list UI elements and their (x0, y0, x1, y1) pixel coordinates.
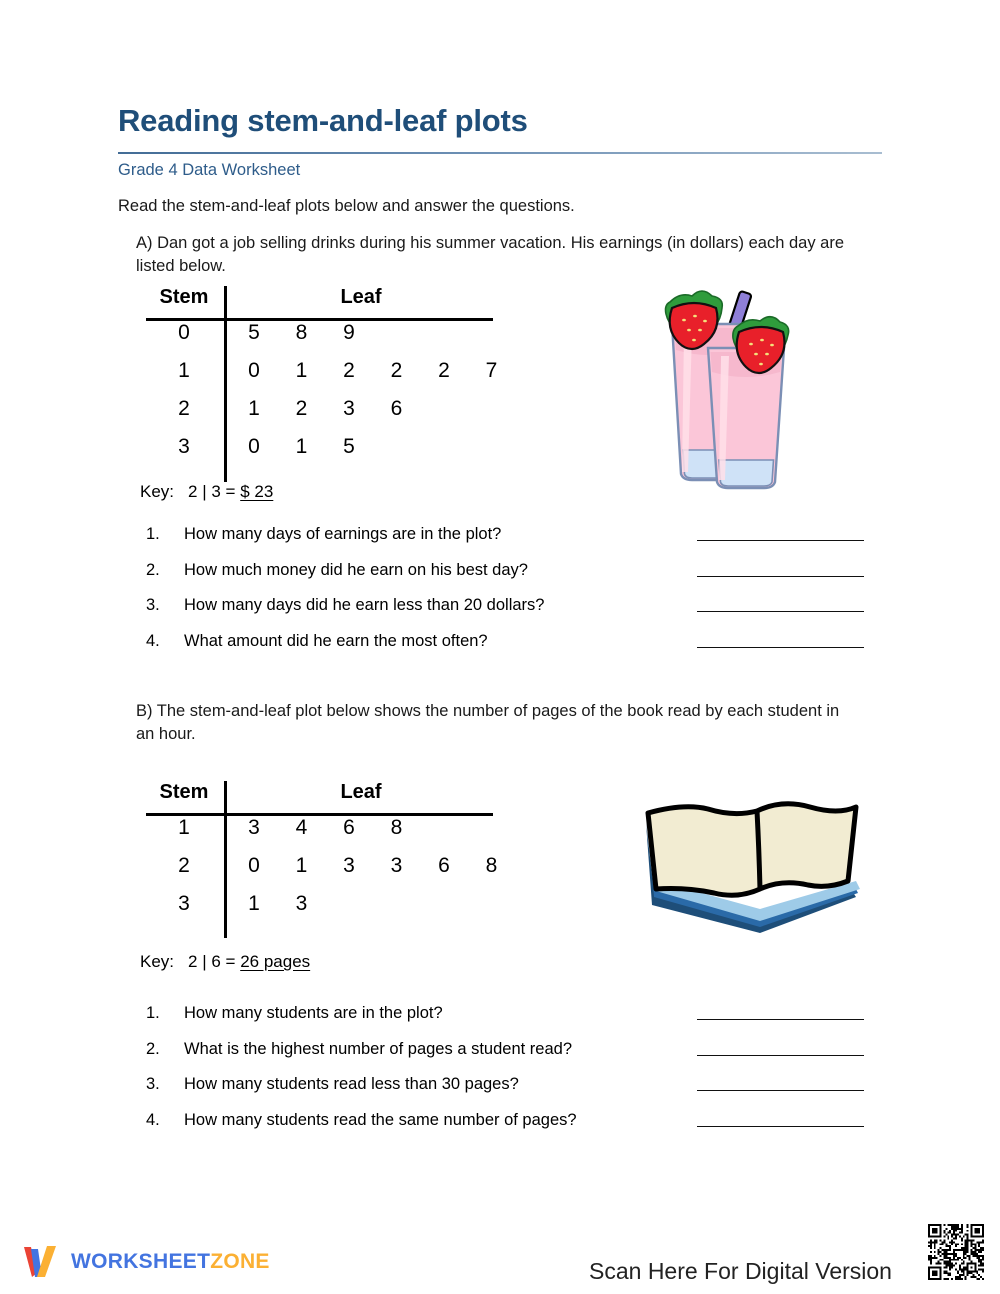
leaf-value: 7 (485, 359, 498, 382)
leaf-value: 9 (343, 321, 355, 344)
answer-blank[interactable] (697, 540, 864, 541)
question-text: How much money did he earn on his best day? (184, 560, 528, 579)
key-label: Key: (140, 952, 175, 971)
question-text: How many days did he earn less than 20 dollars? (184, 596, 545, 614)
page-title: Reading stem-and-leaf plots (118, 103, 528, 138)
question-number: 4. (146, 631, 160, 650)
stem-column-header: Stem (159, 286, 209, 308)
section-b-prompt: B) The stem-and-leaf plot below shows the number of pages of the book read by each student in an hour. (136, 702, 840, 743)
question-number: 3. (146, 1075, 160, 1093)
leaf-value: 3 (343, 854, 355, 877)
question-number: 2. (146, 560, 160, 579)
question-text: How many students read less than 30 pages? (184, 1075, 519, 1093)
leaf-value: 4 (295, 816, 308, 839)
answer-blank[interactable] (697, 611, 864, 612)
question-number: 1. (146, 525, 160, 543)
key-label: Key: (140, 482, 175, 501)
plot-row (146, 359, 498, 397)
question-row (146, 1111, 864, 1147)
question-row (146, 561, 864, 597)
leaf-value: 1 (248, 892, 260, 915)
question-text: How many students read the same number of pages? (184, 1110, 577, 1129)
section-b-stem-leaf-plot (146, 781, 498, 930)
leaf-value: 1 (295, 435, 308, 458)
leaf-value: 3 (390, 854, 403, 877)
section-a-plot-key (140, 482, 273, 502)
section-a-prompt: A) Dan got a job selling drinks during his summer vacation. His earnings (in dollars) each day are listed below. (136, 234, 845, 275)
logo-word-worksheet: WORKSHEET (71, 1250, 211, 1273)
leaf-value: 3 (295, 892, 308, 915)
leaf-value: 2 (295, 397, 308, 420)
section-b-questions (146, 1004, 864, 1146)
question-row (146, 1075, 864, 1111)
answer-blank[interactable] (697, 1126, 864, 1127)
question-row (146, 1004, 864, 1040)
section-b-plot-key (140, 952, 310, 972)
key-expression: 2 | 3 = (188, 482, 236, 501)
plot-row (146, 435, 493, 473)
worksheet-zone-logo[interactable] (22, 1243, 270, 1281)
section-a-stem-leaf-plot (146, 286, 498, 473)
strawberry-smoothies-image (638, 282, 808, 492)
stem-value: 3 (178, 892, 190, 915)
question-row (146, 632, 864, 668)
stem-value: 1 (178, 816, 190, 839)
section-a-questions (146, 525, 864, 667)
question-number: 4. (146, 1110, 160, 1129)
leaf-value: 1 (295, 359, 308, 382)
leaf-value: 8 (390, 816, 403, 839)
leaf-value: 8 (295, 321, 308, 344)
leaf-value: 6 (343, 816, 355, 839)
question-text: How many students are in the plot? (184, 1004, 443, 1022)
question-number: 3. (146, 596, 160, 614)
leaf-value: 3 (343, 397, 355, 420)
stem-value: 0 (178, 321, 190, 344)
plot-row (146, 397, 493, 435)
question-text: What is the highest number of pages a student read? (184, 1039, 572, 1058)
leaf-value: 6 (438, 854, 450, 877)
question-text: What amount did he earn the most often? (184, 631, 488, 650)
logo-wordmark (71, 1250, 270, 1274)
leaf-column-header: Leaf (340, 286, 382, 308)
leaf-value: 1 (295, 854, 308, 877)
plot-rows-a (146, 321, 498, 473)
stem-value: 2 (178, 854, 190, 877)
plot-row (146, 854, 498, 892)
leaf-value: 2 (343, 359, 355, 382)
key-value: 26 pages (240, 952, 311, 971)
answer-blank[interactable] (697, 1019, 864, 1020)
question-number: 1. (146, 1004, 160, 1022)
leaf-value: 0 (248, 854, 260, 877)
leaf-value: 6 (390, 397, 403, 420)
leaf-value: 5 (248, 321, 260, 344)
stem-column-header: Stem (159, 781, 209, 803)
title-divider (118, 152, 882, 154)
leaf-value: 2 (390, 359, 403, 382)
plot-rows-b (146, 816, 498, 930)
answer-blank[interactable] (697, 647, 864, 648)
plot-row (146, 321, 493, 359)
logo-word-zone: ZONE (210, 1250, 270, 1273)
leaf-value: 3 (248, 816, 260, 839)
answer-blank[interactable] (697, 576, 864, 577)
stem-value: 3 (178, 435, 190, 458)
answer-blank[interactable] (697, 1055, 864, 1056)
leaf-value: 8 (485, 854, 498, 877)
question-row (146, 596, 864, 632)
stem-value: 1 (178, 359, 190, 382)
question-text: How many days of earnings are in the plot? (184, 525, 502, 543)
plot-header-row (146, 781, 493, 811)
stem-value: 2 (178, 397, 190, 420)
leaf-value: 5 (343, 435, 355, 458)
plot-header-row (146, 286, 493, 316)
plot-row (146, 892, 493, 930)
scan-prompt-text: Scan Here For Digital Version (589, 1258, 892, 1284)
open-book-image (642, 793, 870, 945)
leaf-value: 1 (248, 397, 260, 420)
question-row (146, 1040, 864, 1076)
leaf-column-header: Leaf (340, 781, 382, 803)
logo-mark-icon (22, 1243, 62, 1281)
qr-code[interactable] (928, 1224, 984, 1280)
key-expression: 2 | 6 = (188, 952, 236, 971)
page-subtitle: Grade 4 Data Worksheet (118, 161, 301, 179)
key-value: $ 23 (240, 482, 274, 501)
leaf-value: 2 (438, 359, 450, 382)
question-number: 2. (146, 1039, 160, 1058)
worksheet-instruction: Read the stem-and-leaf plots below and answer the questions. (118, 197, 575, 215)
leaf-value: 0 (248, 359, 260, 382)
answer-blank[interactable] (697, 1090, 864, 1091)
plot-row (146, 816, 493, 854)
question-row (146, 525, 864, 561)
leaf-value: 0 (248, 435, 260, 458)
